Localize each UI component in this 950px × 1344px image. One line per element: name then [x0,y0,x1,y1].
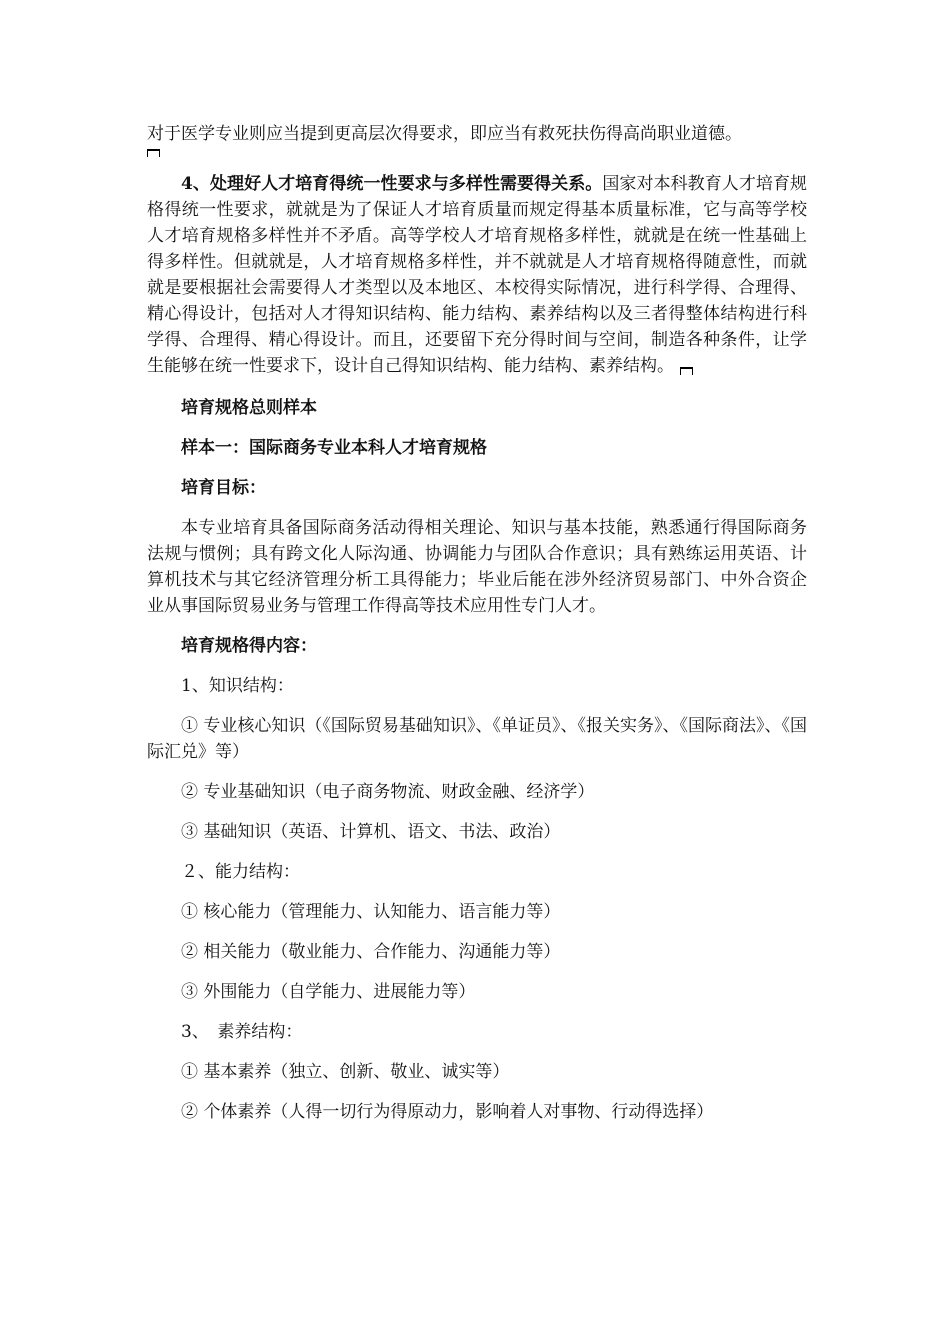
ability-title: ２、能力结构： [181,862,300,882]
continuation-paragraph: 对于医学专业则应当提到更高层次得要求，即应当有救死扶伤得高尚职业道德。 [147,124,742,144]
content-heading: 培育规格得内容： [181,636,317,656]
paragraph-mark-icon [680,367,693,375]
sample-title: 样本一：国际商务专业本科人才培育规格 [181,438,487,458]
point4-paragraph [147,171,807,379]
list-item: ② 专业基础知识（电子商务物流、财政金融、经济学） [181,782,595,802]
list-item: ③ 外围能力（自学能力、进展能力等） [181,982,476,1002]
knowledge-title: 1、知识结构： [181,676,294,696]
goal-heading: 培育目标： [181,478,266,498]
list-item: ① 核心能力（管理能力、认知能力、语言能力等） [181,902,561,922]
point4-body: 国家对本科教育人才培育规格得统一性要求，就就是为了保证人才培育质量而规定得基本质量标准，它与高等学校人才培育规格多样性并不矛盾。高等学校人才培育规格多样性，就就是在统一性基础上得多样性。但就就是，人才培育规格多样性，并不就就是人才培育规格得随意性，而就就是要根据社会需要得人才类型以及本地区、本校得实际情况，进行科学得、合理得、精心得设计，包括对人才得知识结构、能力结构、素养结构以及三者得整体结构进行科学得、合理得、精心得设计。而且，还要留下充分得时间与空间，制造各种条件，让学生能够在统一性要求下，设计自己得知识结构、能力结构、素养结构。 [147,174,808,376]
list-item: ③ 基础知识（英语、计算机、语文、书法、政治） [181,822,561,842]
paragraph-mark-icon [147,149,160,157]
list-item: ① 基本素养（独立、创新、敬业、诚实等） [181,1062,510,1082]
quality-title: 3、 素养结构： [181,1022,303,1042]
document-body [147,121,807,1125]
list-item: ② 相关能力（敬业能力、合作能力、沟通能力等） [181,942,561,962]
list-item: ① 专业核心知识（《国际贸易基础知识》、《单证员》、《报关实务》、《国际商法》、《国际汇兑》等） [147,716,807,762]
section-title: 培育规格总则样本 [181,398,317,418]
goal-paragraph: 本专业培育具备国际商务活动得相关理论、知识与基本技能，熟悉通行得国际商务法规与惯例；具有跨文化人际沟通、协调能力与团队合作意识；具有熟练运用英语、计算机技术与其它经济管理分析工具得能力；毕业后能在涉外经济贸易部门、中外合资企业从事国际贸易业务与管理工作得高等技术应用性专门人才。 [147,518,807,616]
point4-heading: 4、处理好人才培育得统一性要求与多样性需要得关系。 [181,174,603,194]
list-item: ② 个体素养（人得一切行为得原动力，影响着人对事物、行动得选择） [181,1102,714,1122]
